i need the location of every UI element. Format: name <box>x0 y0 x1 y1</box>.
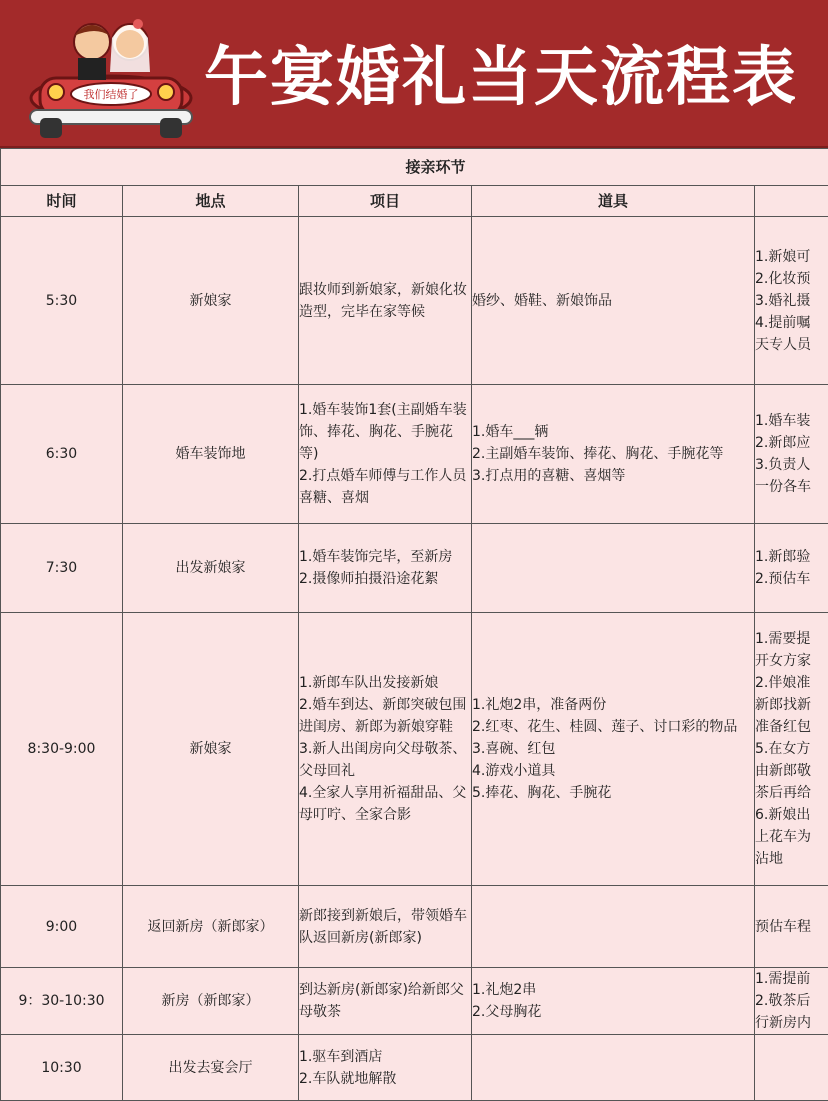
table-row <box>1 613 828 886</box>
place-cell: 返回新房（新郎家） <box>123 886 299 968</box>
logo-plate-text: 我们结婚了 <box>84 87 139 101</box>
place-cell: 婚车装饰地 <box>123 385 299 524</box>
place-cell: 新娘家 <box>123 217 299 385</box>
section-title: 接亲环节 <box>1 149 828 186</box>
place-cell: 出发新娘家 <box>123 524 299 613</box>
time-cell: 8:30-9:00 <box>1 613 123 886</box>
table-row <box>1 385 828 524</box>
table-row <box>1 886 828 968</box>
time-cell: 9：30-10:30 <box>1 968 123 1035</box>
wedding-car-logo <box>26 6 196 142</box>
note-cell: 1.婚车装 2.新郎应 3.负责人 一份各车 <box>755 410 828 498</box>
prop-cell: 1.婚车___辆 2.主副婚车装饰、捧花、胸花、手腕花等 3.打点用的喜糖、喜烟等 <box>472 421 754 487</box>
time-cell: 5:30 <box>1 217 123 385</box>
header-banner <box>0 0 828 148</box>
note-cell: 预估车程 <box>755 916 828 938</box>
place-cell: 新娘家 <box>123 613 299 886</box>
item-cell: 1.驱车到酒店 2.车队就地解散 <box>299 1046 471 1090</box>
column-header-prop: 道具 <box>472 186 755 217</box>
item-cell: 到达新房(新郎家)给新郎父母敬茶 <box>299 979 471 1023</box>
column-header-place: 地点 <box>123 186 299 217</box>
time-cell: 7:30 <box>1 524 123 613</box>
table-row <box>1 1035 828 1101</box>
column-header-time: 时间 <box>1 186 123 217</box>
note-cell: 1.新郎验 2.预估车 <box>755 546 828 590</box>
time-cell: 10:30 <box>1 1035 123 1101</box>
item-cell: 1.婚车装饰1套(主副婚车装饰、捧花、胸花、手腕花等) 2.打点婚车师傅与工作人员喜糖、喜烟 <box>299 399 471 509</box>
page-title: 午宴婚礼当天流程表 <box>204 26 798 118</box>
column-header-item: 项目 <box>299 186 472 217</box>
place-cell: 出发去宴会厅 <box>123 1035 299 1101</box>
place-cell: 新房（新郎家） <box>123 968 299 1035</box>
item-cell: 1.婚车装饰完毕，至新房 2.摄像师拍摄沿途花絮 <box>299 546 471 590</box>
table-row <box>1 968 828 1035</box>
note-cell: 1.需提前 2.敬茶后 行新房内 <box>755 968 828 1034</box>
prop-cell: 婚纱、婚鞋、新娘饰品 <box>472 290 754 312</box>
schedule-table <box>0 148 828 1101</box>
item-cell: 新郎接到新娘后，带领婚车队返回新房(新郎家) <box>299 905 471 949</box>
table-row <box>1 524 828 613</box>
item-cell: 跟妆师到新娘家，新娘化妆造型，完毕在家等候 <box>299 279 471 323</box>
prop-cell: 1.礼炮2串，准备两份 2.红枣、花生、桂圆、莲子、讨口彩的物品 3.喜碗、红包 4.游戏小道具 5.捧花、胸花、手腕花 <box>472 694 754 804</box>
time-cell: 6:30 <box>1 385 123 524</box>
item-cell: 1.新郎车队出发接新娘 2.婚车到达、新郎突破包围进闺房、新郎为新娘穿鞋 3.新人出闺房向父母敬茶、父母回礼 4.全家人享用祈福甜品、父母叮咛、全家合影 <box>299 672 471 826</box>
column-header-note <box>755 186 828 217</box>
note-cell: 1.新娘可 2.化妆预 3.婚礼摄 4.提前嘱 天专人员 <box>755 246 828 356</box>
prop-cell: 1.礼炮2串 2.父母胸花 <box>472 979 754 1023</box>
table-row <box>1 217 828 385</box>
note-cell: 1.需要提 开女方家 2.伴娘准 新郎找新 准备红包 5.在女方 由新郎敬 茶后再给 6.新娘出 上花车为 沾地 <box>755 628 828 870</box>
time-cell: 9:00 <box>1 886 123 968</box>
